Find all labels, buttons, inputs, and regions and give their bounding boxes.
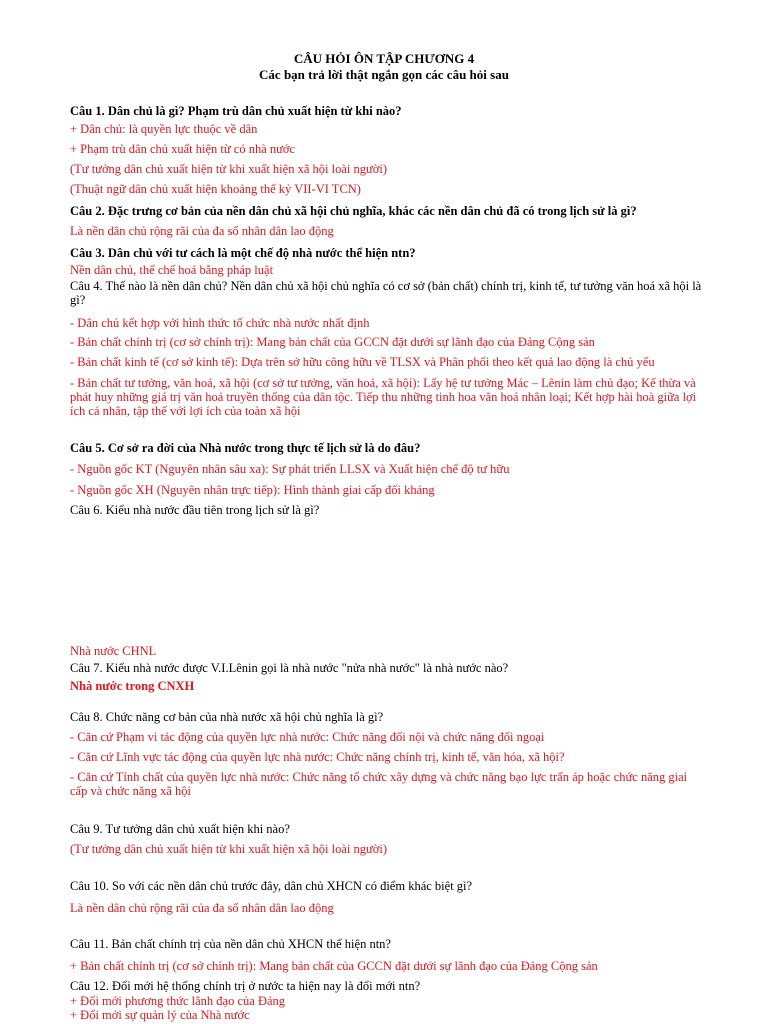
answer-12-line-2: + Đổi mới sự quản lý của Nhà nước — [70, 1008, 250, 1022]
question-12: Câu 12. Đổi mới hệ thống chính trị ở nước ta hiện nay là đổi mới ntn? — [70, 979, 421, 993]
question-11: Câu 11. Bản chất chính trị của nền dân chủ XHCN thể hiện ntn? — [70, 937, 391, 951]
answer-8-line-3: - Căn cứ Tính chất của quyền lực nhà nước: Chức năng tổ chức xây dựng và chức năng bạo lực trấn áp hoặc chức năng giai cấp và chức năng xã hội — [70, 770, 688, 798]
question-5: Câu 5. Cơ sở ra đời của Nhà nước trong thực tế lịch sử là do đâu? — [70, 441, 421, 455]
question-3: Câu 3. Dân chủ với tư cách là một chế độ nhà nước thể hiện ntn? — [70, 246, 416, 260]
answer-4-line-4: - Bản chất tư tưởng, văn hoá, xã hội (cơ sở tư tưởng, văn hoá, xã hội): Lấy hệ tư tưởng Mác – Lênin làm chủ đạo; Kế thừa và phát huy những giá trị văn hoá truyền thống của dân tộc. Tiếp thu những tinh hoa văn hoá nhân loại; Kết hợp hài hoà giữa lợi ích cá nhân, tập thể với lợi ích của toàn xã hội — [70, 376, 697, 418]
answer-4-line-2: - Bản chất chính trị (cơ sở chính trị): Mang bản chất của GCCN đặt dưới sự lãnh đạo của Đảng Cộng sản — [70, 335, 595, 349]
question-8: Câu 8. Chức năng cơ bản của nhà nước xã hội chủ nghĩa là gì? — [70, 710, 384, 724]
answer-11: + Bản chất chính trị (cơ sở chính trị): Mang bản chất của GCCN đặt dưới sự lãnh đạo của Đảng Cộng sản — [70, 959, 598, 973]
answer-10: Là nền dân chủ rộng rãi của đa số nhân dân lao động — [70, 901, 334, 915]
question-6: Câu 6. Kiểu nhà nước đầu tiên trong lịch sử là gì? — [70, 503, 320, 517]
answer-1-line-4: (Thuật ngữ dân chủ xuất hiện khoảng thế kỷ VII-VI TCN) — [70, 182, 361, 196]
answer-4-line-1: - Dân chủ kết hợp với hình thức tổ chức nhà nước nhất định — [70, 316, 370, 330]
question-4: Câu 4. Thế nào là nền dân chủ? Nền dân chủ xã hội chủ nghĩa có cơ sở (bản chất) chính trị, kinh tế, tư tưởng văn hoá xã hội là gì? — [70, 279, 702, 307]
page-title: CÂU HỎI ÔN TẬP CHƯƠNG 4 — [293, 51, 475, 66]
answer-9: (Tư tưởng dân chủ xuất hiện từ khi xuất hiện xã hội loài người) — [70, 842, 387, 856]
answer-8-line-1: - Căn cứ Phạm vi tác động của quyền lực nhà nước: Chức năng đối nội và chức năng đối ngoại — [70, 730, 545, 744]
answer-7: Nhà nước trong CNXH — [70, 679, 195, 693]
page-subtitle: Các bạn trả lời thật ngắn gọn các câu hỏi sau — [259, 67, 509, 82]
answer-6: Nhà nước CHNL — [70, 644, 157, 658]
answer-12-line-1: + Đổi mới phương thức lãnh đạo của Đảng — [70, 994, 286, 1008]
answer-1-line-2: + Phạm trù dân chủ xuất hiện từ có nhà nước — [70, 142, 296, 156]
answer-1-line-1: + Dân chủ: là quyền lực thuộc về dân — [70, 122, 258, 136]
answer-3: Nền dân chủ, thể chế hoá bằng pháp luật — [70, 263, 274, 277]
question-2: Câu 2. Đặc trưng cơ bản của nền dân chủ xã hội chủ nghĩa, khác các nền dân chủ đã có trong lịch sử là gì? — [70, 204, 637, 218]
answer-2: Là nền dân chủ rộng rãi của đa số nhân dân lao động — [70, 224, 334, 238]
answer-5-line-2: - Nguồn gốc XH (Nguyên nhân trực tiếp): Hình thành giai cấp đối kháng — [70, 483, 435, 497]
question-9: Câu 9. Tư tưởng dân chủ xuất hiện khi nào? — [70, 822, 290, 836]
question-7: Câu 7. Kiểu nhà nước được V.I.Lênin gọi là nhà nước "nửa nhà nước" là nhà nước nào? — [70, 661, 509, 675]
answer-8-line-2: - Căn cứ Lĩnh vực tác động của quyền lực nhà nước: Chức năng chính trị, kinh tế, văn hóa, xã hội? — [70, 750, 565, 764]
question-10: Câu 10. So với các nền dân chủ trước đây, dân chủ XHCN có điểm khác biệt gì? — [70, 879, 473, 893]
question-1: Câu 1. Dân chủ là gì? Phạm trù dân chủ xuất hiện từ khi nào? — [70, 104, 402, 118]
answer-1-line-3: (Tư tưởng dân chủ xuất hiện từ khi xuất hiện xã hội loài người) — [70, 162, 387, 176]
answer-5-line-1: - Nguồn gốc KT (Nguyên nhân sâu xa): Sự phát triển LLSX và Xuất hiện chế độ tư hữu — [70, 462, 510, 476]
answer-4-line-3: - Bản chất kinh tế (cơ sở kinh tế): Dựa trên sở hữu công hữu về TLSX và Phân phối theo kết quả lao động là chủ yếu — [70, 355, 655, 369]
